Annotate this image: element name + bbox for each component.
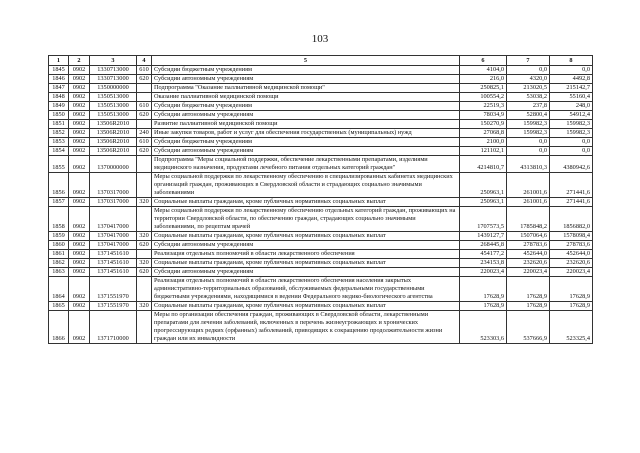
department-code: 0902 — [69, 250, 90, 259]
target-article-code: 1371451610 — [90, 268, 137, 277]
amount-year-2: 159982,3 — [507, 129, 550, 138]
amount-year-2: 52800,4 — [507, 111, 550, 120]
department-code: 0902 — [69, 138, 90, 147]
item-name: Меры социальной поддержки по лекарственному обеспечению в специализированных кабинетах медицинских организаций граждан, проживающих в Свердловской области и страдающих социально значимыми заболеваниями — [152, 173, 460, 198]
amount-year-1: 100554,2 — [460, 93, 507, 102]
budget-table — [48, 55, 593, 344]
table-row — [49, 207, 593, 232]
item-name: Субсидии автономным учреждениям — [152, 241, 460, 250]
expense-type-code: 240 — [137, 129, 152, 138]
target-article-code: 1330713000 — [90, 66, 137, 75]
table-row — [49, 250, 593, 259]
expense-type-code: 610 — [137, 138, 152, 147]
amount-year-1: 220023,4 — [460, 268, 507, 277]
amount-year-2: 278783,6 — [507, 241, 550, 250]
row-number: 1852 — [49, 129, 69, 138]
amount-year-1: 17628,9 — [460, 302, 507, 311]
amount-year-1: 78034,9 — [460, 111, 507, 120]
row-number: 1845 — [49, 66, 69, 75]
amount-year-2: 17628,9 — [507, 302, 550, 311]
item-name: Субсидии автономным учреждениям — [152, 111, 460, 120]
amount-year-2: 159982,3 — [507, 120, 550, 129]
row-number: 1847 — [49, 84, 69, 93]
target-article-code: 1371710000 — [90, 311, 137, 344]
amount-year-1: 234153,8 — [460, 259, 507, 268]
column-header: 3 — [90, 56, 137, 66]
header-row — [49, 56, 593, 66]
column-header: 4 — [137, 56, 152, 66]
expense-type-code: 620 — [137, 111, 152, 120]
table-row — [49, 120, 593, 129]
amount-year-3: 248,0 — [550, 102, 593, 111]
item-name: Субсидии бюджетным учреждениям — [152, 102, 460, 111]
item-name: Меры по организации обеспечения граждан, проживающих в Свердловской области, лекарственными препаратами для лечения заболеваний, включенных в перечень жизнеугрожающих и хронических прогрессирующих редких (орфанных) заболеваний, приводящих к сокращению продолжительности жизни граждан или их инвалидности — [152, 311, 460, 344]
amount-year-2: 452644,0 — [507, 250, 550, 259]
table-row — [49, 241, 593, 250]
row-number: 1859 — [49, 232, 69, 241]
amount-year-2: 537666,9 — [507, 311, 550, 344]
target-article-code: 13506R2010 — [90, 138, 137, 147]
department-code: 0902 — [69, 173, 90, 198]
amount-year-3: 4380942,6 — [550, 156, 593, 173]
target-article-code: 1371451610 — [90, 259, 137, 268]
amount-year-3: 55160,4 — [550, 93, 593, 102]
amount-year-3: 0,0 — [550, 147, 593, 156]
expense-type-code — [137, 93, 152, 102]
expense-type-code: 620 — [137, 268, 152, 277]
table-row — [49, 75, 593, 84]
table-row — [49, 84, 593, 93]
table-row — [49, 138, 593, 147]
item-name: Иные закупки товаров, работ и услуг для обеспечения государственных (муниципальных) нужд — [152, 129, 460, 138]
item-name: Развитие паллиативной медицинской помощи — [152, 120, 460, 129]
expense-type-code: 620 — [137, 75, 152, 84]
expense-type-code: 620 — [137, 241, 152, 250]
item-name: Оказание паллиативной медицинской помощи — [152, 93, 460, 102]
amount-year-3: 232620,6 — [550, 259, 593, 268]
row-number: 1861 — [49, 250, 69, 259]
target-article-code: 1370000000 — [90, 156, 137, 173]
table-row — [49, 173, 593, 198]
table-row — [49, 102, 593, 111]
page-number: 103 — [311, 33, 329, 45]
amount-year-2: 0,0 — [507, 147, 550, 156]
column-header: 8 — [550, 56, 593, 66]
item-name: Субсидии бюджетным учреждениям — [152, 138, 460, 147]
row-number: 1862 — [49, 259, 69, 268]
amount-year-1: 454177,2 — [460, 250, 507, 259]
target-article-code: 13506R2010 — [90, 120, 137, 129]
amount-year-3: 4492,8 — [550, 75, 593, 84]
department-code: 0902 — [69, 207, 90, 232]
expense-type-code — [137, 120, 152, 129]
amount-year-2: 220023,4 — [507, 268, 550, 277]
department-code: 0902 — [69, 93, 90, 102]
amount-year-1: 27068,8 — [460, 129, 507, 138]
item-name: Субсидии автономным учреждениям — [152, 75, 460, 84]
expense-type-code: 610 — [137, 66, 152, 75]
expense-type-code: 620 — [137, 147, 152, 156]
target-article-code: 1370417000 — [90, 241, 137, 250]
table-row — [49, 232, 593, 241]
department-code: 0902 — [69, 66, 90, 75]
amount-year-3: 17628,9 — [550, 302, 593, 311]
row-number: 1864 — [49, 277, 69, 302]
item-name: Социальные выплаты гражданам, кроме публичных нормативных социальных выплат — [152, 302, 460, 311]
row-number: 1863 — [49, 268, 69, 277]
expense-type-code — [137, 156, 152, 173]
expense-type-code — [137, 250, 152, 259]
department-code: 0902 — [69, 268, 90, 277]
amount-year-2: 0,0 — [507, 138, 550, 147]
amount-year-2: 53038,2 — [507, 93, 550, 102]
amount-year-3: 0,0 — [550, 66, 593, 75]
table-row — [49, 311, 593, 344]
amount-year-2: 0,0 — [507, 66, 550, 75]
expense-type-code — [137, 207, 152, 232]
table-row — [49, 259, 593, 268]
item-name: Социальные выплаты гражданам, кроме публичных нормативных социальных выплат — [152, 198, 460, 207]
table-row — [49, 156, 593, 173]
amount-year-2: 4313810,3 — [507, 156, 550, 173]
amount-year-3: 17628,9 — [550, 277, 593, 302]
target-article-code: 1370417000 — [90, 207, 137, 232]
amount-year-3: 1856882,0 — [550, 207, 593, 232]
amount-year-3: 271441,6 — [550, 198, 593, 207]
department-code: 0902 — [69, 198, 90, 207]
amount-year-2: 232620,6 — [507, 259, 550, 268]
row-number: 1848 — [49, 93, 69, 102]
amount-year-2: 237,8 — [507, 102, 550, 111]
amount-year-2: 1507064,6 — [507, 232, 550, 241]
department-code: 0902 — [69, 102, 90, 111]
amount-year-2: 1785848,2 — [507, 207, 550, 232]
amount-year-1: 1439127,7 — [460, 232, 507, 241]
table-row — [49, 277, 593, 302]
amount-year-3: 220023,4 — [550, 268, 593, 277]
row-number: 1846 — [49, 75, 69, 84]
department-code: 0902 — [69, 156, 90, 173]
table-row — [49, 129, 593, 138]
amount-year-1: 2100,0 — [460, 138, 507, 147]
department-code: 0902 — [69, 277, 90, 302]
expense-type-code: 610 — [137, 102, 152, 111]
amount-year-1: 216,0 — [460, 75, 507, 84]
expense-type-code: 320 — [137, 198, 152, 207]
row-number: 1849 — [49, 102, 69, 111]
department-code: 0902 — [69, 84, 90, 93]
amount-year-3: 159982,3 — [550, 129, 593, 138]
row-number: 1858 — [49, 207, 69, 232]
target-article-code: 1371451610 — [90, 250, 137, 259]
row-number: 1853 — [49, 138, 69, 147]
row-number: 1851 — [49, 120, 69, 129]
expense-type-code — [137, 311, 152, 344]
amount-year-2: 213020,5 — [507, 84, 550, 93]
expense-type-code: 320 — [137, 232, 152, 241]
target-article-code: 1371551970 — [90, 302, 137, 311]
item-name: Социальные выплаты гражданам, кроме публичных нормативных социальных выплат — [152, 232, 460, 241]
amount-year-1: 250963,1 — [460, 173, 507, 198]
row-number: 1857 — [49, 198, 69, 207]
column-header: 7 — [507, 56, 550, 66]
department-code: 0902 — [69, 75, 90, 84]
expense-type-code: 320 — [137, 259, 152, 268]
target-article-code: 1330713000 — [90, 75, 137, 84]
column-header: 2 — [69, 56, 90, 66]
table-row — [49, 93, 593, 102]
table-row — [49, 111, 593, 120]
amount-year-1: 4214810,7 — [460, 156, 507, 173]
department-code: 0902 — [69, 232, 90, 241]
column-header: 1 — [49, 56, 69, 66]
expense-type-code: 320 — [137, 302, 152, 311]
amount-year-2: 261001,6 — [507, 173, 550, 198]
row-number: 1865 — [49, 302, 69, 311]
row-number: 1850 — [49, 111, 69, 120]
expense-type-code — [137, 277, 152, 302]
expense-type-code — [137, 84, 152, 93]
amount-year-3: 523325,4 — [550, 311, 593, 344]
department-code: 0902 — [69, 311, 90, 344]
amount-year-3: 278783,6 — [550, 241, 593, 250]
amount-year-1: 4104,0 — [460, 66, 507, 75]
amount-year-1: 17628,9 — [460, 277, 507, 302]
expense-type-code — [137, 173, 152, 198]
target-article-code: 1350000000 — [90, 84, 137, 93]
amount-year-1: 523303,6 — [460, 311, 507, 344]
amount-year-1: 150270,9 — [460, 120, 507, 129]
row-number: 1855 — [49, 156, 69, 173]
target-article-code: 1350513000 — [90, 111, 137, 120]
table-row — [49, 302, 593, 311]
department-code: 0902 — [69, 129, 90, 138]
amount-year-3: 0,0 — [550, 138, 593, 147]
row-number: 1854 — [49, 147, 69, 156]
item-name: Меры социальной поддержки по лекарственному обеспечению отдельных категорий граждан, проживающих на территории Свердловской области, по обеспечению граждан, страдающих социально значимыми заболеваниями, по рецептам врачей — [152, 207, 460, 232]
amount-year-3: 452644,0 — [550, 250, 593, 259]
department-code: 0902 — [69, 120, 90, 129]
department-code: 0902 — [69, 259, 90, 268]
row-number: 1860 — [49, 241, 69, 250]
target-article-code: 1371551970 — [90, 277, 137, 302]
item-name: Реализация отдельных полномочий в области лекарственного обеспечения населения закрытых административно-территориальных образований, обслуживаемых федеральными государственными бюджетными учреждениями, находящимися в ведении Федерального медико-биологического агентства — [152, 277, 460, 302]
target-article-code: 1350513000 — [90, 102, 137, 111]
item-name: Социальные выплаты гражданам, кроме публичных нормативных социальных выплат — [152, 259, 460, 268]
row-number: 1856 — [49, 173, 69, 198]
amount-year-3: 159982,3 — [550, 120, 593, 129]
amount-year-1: 250963,1 — [460, 198, 507, 207]
target-article-code: 13506R2010 — [90, 147, 137, 156]
row-number: 1866 — [49, 311, 69, 344]
item-name: Реализация отдельных полномочий в области лекарственного обеспечения — [152, 250, 460, 259]
amount-year-2: 261001,6 — [507, 198, 550, 207]
item-name: Подпрограмма "Меры социальной поддержки, обеспечение лекарственными препаратами, изделиями медицинского назначения, продуктами лечебного питания отдельных категорий граждан" — [152, 156, 460, 173]
department-code: 0902 — [69, 147, 90, 156]
table-row — [49, 66, 593, 75]
target-article-code: 13506R2010 — [90, 129, 137, 138]
amount-year-1: 22519,3 — [460, 102, 507, 111]
amount-year-1: 268445,8 — [460, 241, 507, 250]
item-name: Субсидии автономным учреждениям — [152, 147, 460, 156]
target-article-code: 1350513000 — [90, 93, 137, 102]
amount-year-1: 250825,1 — [460, 84, 507, 93]
amount-year-2: 17628,9 — [507, 277, 550, 302]
column-header: 5 — [152, 56, 460, 66]
amount-year-3: 54912,4 — [550, 111, 593, 120]
table-row — [49, 198, 593, 207]
item-name: Подпрограмма "Оказание паллиативной медицинской помощи" — [152, 84, 460, 93]
table-row — [49, 147, 593, 156]
column-header: 6 — [460, 56, 507, 66]
department-code: 0902 — [69, 111, 90, 120]
target-article-code: 1370317000 — [90, 198, 137, 207]
amount-year-3: 215142,7 — [550, 84, 593, 93]
amount-year-3: 271441,6 — [550, 173, 593, 198]
amount-year-1: 1707573,5 — [460, 207, 507, 232]
department-code: 0902 — [69, 241, 90, 250]
amount-year-2: 4320,0 — [507, 75, 550, 84]
item-name: Субсидии бюджетным учреждениям — [152, 66, 460, 75]
target-article-code: 1370317000 — [90, 173, 137, 198]
target-article-code: 1370417000 — [90, 232, 137, 241]
table-row — [49, 268, 593, 277]
amount-year-3: 1578098,4 — [550, 232, 593, 241]
amount-year-1: 121102,1 — [460, 147, 507, 156]
department-code: 0902 — [69, 302, 90, 311]
item-name: Субсидии автономным учреждениям — [152, 268, 460, 277]
